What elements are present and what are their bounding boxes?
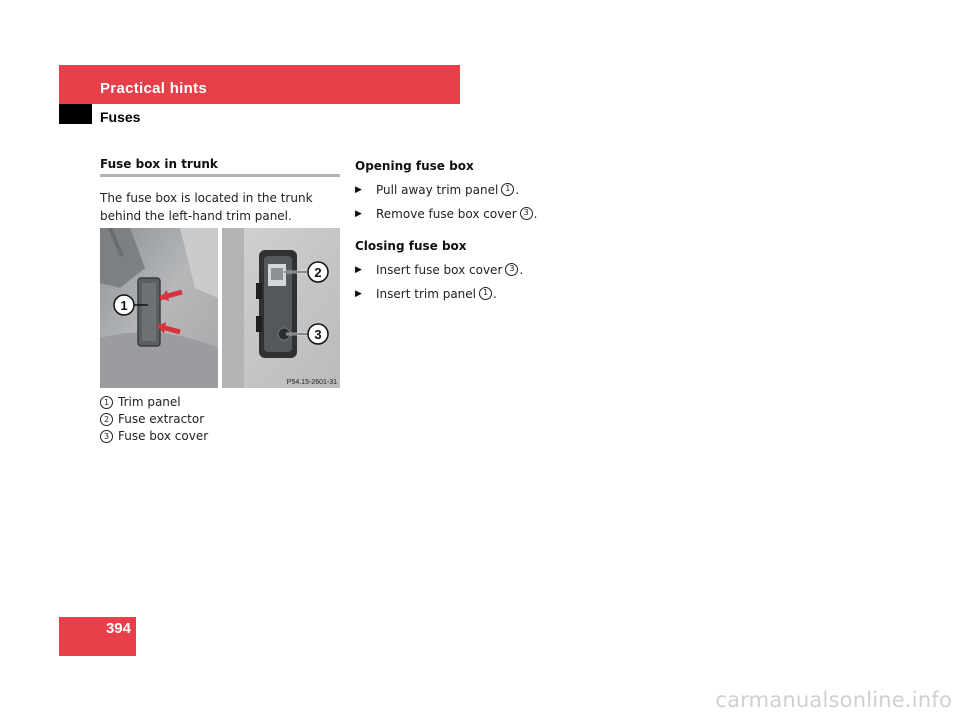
legend-number: 1 bbox=[100, 396, 113, 409]
legend-label: Fuse extractor bbox=[118, 412, 205, 426]
closing-heading: Closing fuse box bbox=[355, 239, 467, 253]
step-ref: 3 bbox=[505, 263, 518, 276]
opening-step-2: ▶ Remove fuse box cover 3 . bbox=[355, 207, 538, 221]
play-arrow-icon: ▶ bbox=[355, 265, 362, 275]
watermark: carmanualsonline.info bbox=[715, 688, 952, 712]
legend-item-trim-panel bbox=[100, 394, 208, 411]
legend-item-fuse-box-cover bbox=[100, 428, 208, 445]
step-ref: 1 bbox=[501, 183, 514, 196]
step-text: Remove fuse box cover bbox=[376, 207, 517, 221]
figure-code: P54.15-2601-31 bbox=[286, 379, 337, 386]
closing-step-1: ▶ Insert fuse box cover 3 . bbox=[355, 263, 524, 277]
play-arrow-icon: ▶ bbox=[355, 185, 362, 195]
callout-3: 3 bbox=[314, 327, 322, 342]
callout-1: 1 bbox=[120, 298, 128, 313]
opening-step-1: ▶ Pull away trim panel 1 . bbox=[355, 183, 520, 197]
page-number: 394 bbox=[105, 620, 131, 637]
callout-2: 2 bbox=[314, 265, 322, 280]
trunk-photo bbox=[100, 228, 218, 388]
fuse-box-photo bbox=[222, 228, 340, 388]
fuse-box-heading: Fuse box in trunk bbox=[100, 157, 218, 171]
chapter-title: Practical hints bbox=[100, 80, 208, 97]
fuse-box-description: The fuse box is located in the trunk behind the left-hand trim panel. bbox=[100, 191, 313, 223]
closing-step-2: ▶ Insert trim panel 1 . bbox=[355, 287, 497, 301]
section-tab-marker bbox=[59, 104, 92, 124]
section-title: Fuses bbox=[100, 109, 141, 125]
instructions-column bbox=[355, 157, 565, 303]
play-arrow-icon: ▶ bbox=[355, 289, 362, 299]
play-arrow-icon: ▶ bbox=[355, 209, 362, 219]
legend-label: Trim panel bbox=[118, 395, 181, 409]
step-text: Insert fuse box cover bbox=[376, 263, 503, 277]
heading-rule bbox=[100, 174, 340, 177]
step-text: Insert trim panel bbox=[376, 287, 477, 301]
legend-number: 3 bbox=[100, 430, 113, 443]
opening-heading: Opening fuse box bbox=[355, 159, 474, 173]
step-ref: 3 bbox=[520, 207, 533, 220]
legend-number: 2 bbox=[100, 413, 113, 426]
legend-item-fuse-extractor bbox=[100, 411, 208, 428]
figure-legend bbox=[100, 394, 208, 445]
step-text: Pull away trim panel bbox=[376, 183, 499, 197]
legend-label: Fuse box cover bbox=[118, 429, 209, 443]
step-ref: 1 bbox=[479, 287, 492, 300]
